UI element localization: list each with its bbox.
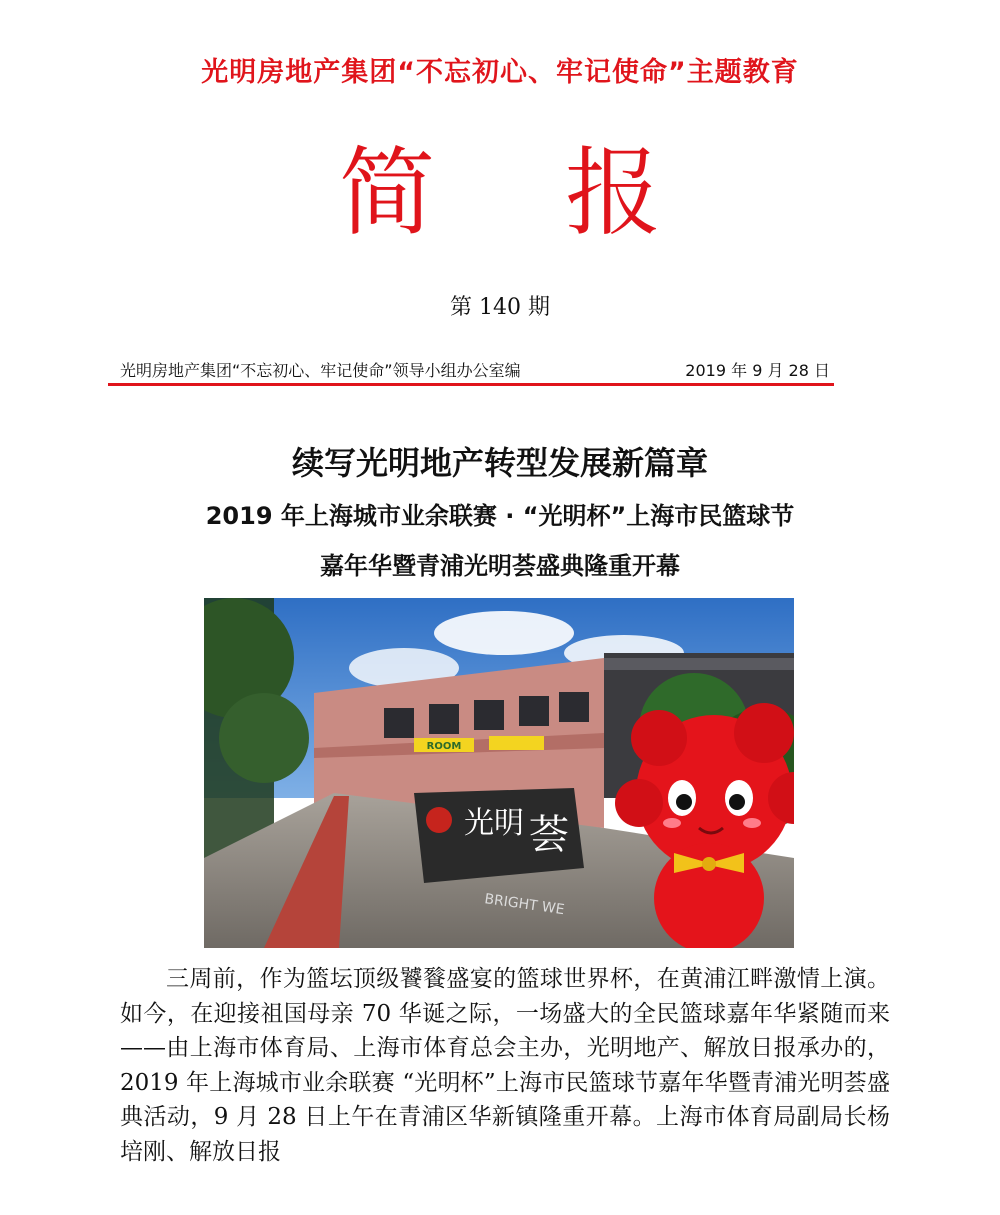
- publish-date: 2019 年 9 月 28 日: [685, 361, 830, 380]
- bulletin-title: 简报: [339, 137, 791, 249]
- body-paragraph: 三周前，作为篮坛顶级饕餮盛宴的篮球世界杯，在黄浦江畔激情上演。如今，在迎接祖国母亲 70 华诞之际，一场盛大的全民篮球嘉年华紧随而来——由上海市体育局、上海市体育总会主办，光明地产、解放日报承办的，2019 年上海城市业余联赛 “光明杯”上海市民篮球节嘉年华暨青浦光明荟盛典活动，9 月 28 日上午在青浦区华新镇隆重开幕。上海市体育局副局长杨培刚、解放日报: [120, 966, 890, 1165]
- article-photo: [204, 598, 794, 948]
- sign-text-2: 荟: [529, 812, 569, 858]
- cloud: [434, 611, 574, 655]
- shop-sign-text: ROOM: [426, 741, 462, 752]
- org-title: 光明房地产集团“不忘初心、牢记使命”主题教育: [201, 57, 799, 88]
- sign-subtext: BRIGHT WE: [483, 891, 566, 919]
- sign-logo: [426, 807, 452, 833]
- editor-line: [120, 358, 830, 381]
- article-body: [120, 962, 890, 1170]
- issue-number: 第 140 期: [450, 295, 550, 320]
- editor-name: 光明房地产集团“不忘初心、牢记使命”领导小组办公室编: [120, 361, 521, 380]
- sign-text: 光明: [464, 806, 524, 841]
- article-subtitle-2: 嘉年华暨青浦光明荟盛典隆重开幕: [320, 552, 680, 580]
- street-scene-illustration: [204, 598, 794, 948]
- article-headline: 续写光明地产转型发展新篇章: [291, 444, 708, 482]
- article-subtitle-1: 2019 年上海城市业余联赛 · “光明杯”上海市民篮球节: [205, 502, 795, 530]
- red-divider: [108, 383, 834, 386]
